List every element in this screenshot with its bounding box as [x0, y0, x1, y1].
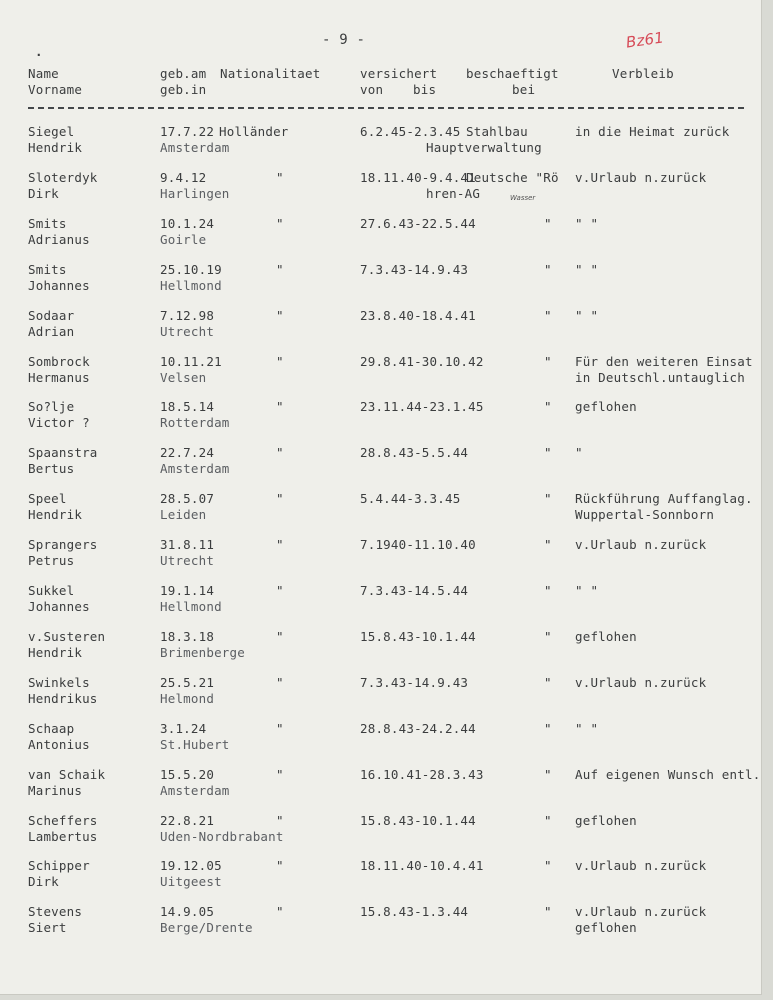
birthdate: 14.9.05 — [160, 904, 215, 920]
verbleib: v.Urlaub n.zurück — [575, 537, 707, 553]
birthdate: 19.1.14 — [160, 583, 215, 598]
employer: " — [544, 445, 552, 461]
header-verbleib: Verbleib — [612, 66, 674, 81]
insured-period: 29.8.41-30.10.42 — [360, 353, 484, 369]
header-name: Name — [28, 66, 59, 81]
handwritten-annotation: Wasser — [510, 194, 536, 202]
birthplace: Velsen — [160, 369, 207, 385]
birthdate: 9.4.12 — [160, 169, 207, 185]
birthplace: Uden-Nordbrabant — [160, 828, 284, 844]
verbleib-line2: Wuppertal-Sonnborn — [575, 507, 715, 523]
verbleib: Auf eigenen Wunsch entl. — [575, 766, 761, 782]
verbleib: geflohen — [575, 628, 637, 644]
nationality: " — [276, 399, 284, 415]
birthdate: 22.8.21 — [160, 812, 215, 828]
verbleib: Für den weiteren Einsat — [575, 353, 753, 369]
surname: Siegel — [28, 124, 75, 139]
nationality: " — [276, 491, 284, 507]
employer: " — [544, 399, 552, 415]
firstname: Hendrik — [28, 644, 83, 660]
employer: " — [544, 812, 552, 828]
firstname: Antonius — [28, 736, 90, 752]
nationality: " — [276, 169, 284, 185]
employer-line2: Hauptverwaltung — [426, 140, 542, 155]
birthplace: Brimenberge — [160, 644, 245, 660]
employer: " — [544, 491, 552, 507]
verbleib-line2: in Deutschl.untauglich — [575, 369, 745, 385]
birthdate: 28.5.07 — [160, 491, 215, 507]
header-beschaeftigt: beschaeftigt — [466, 66, 559, 81]
surname: Sprangers — [28, 537, 98, 553]
birthplace: Helmond — [160, 690, 215, 706]
nationality: " — [276, 628, 284, 644]
firstname: Hermanus — [28, 369, 90, 385]
firstname: Adrianus — [28, 231, 90, 247]
verbleib: " " — [575, 261, 599, 277]
surname: So?lje — [28, 399, 75, 415]
birthplace: Leiden — [160, 507, 207, 523]
verbleib: geflohen — [575, 399, 637, 415]
surname: van Schaik — [28, 766, 106, 782]
surname: Stevens — [28, 904, 83, 920]
nationality: " — [276, 812, 284, 828]
nationality: " — [276, 720, 284, 736]
nationality: Holländer — [219, 124, 289, 139]
surname: Smits — [28, 261, 67, 277]
nationality: " — [276, 537, 284, 553]
employer: " — [544, 261, 552, 277]
firstname: Dirk — [28, 185, 59, 201]
insured-period: 23.11.44-23.1.45 — [360, 399, 484, 415]
insured-period: 5.4.44-3.3.45 — [360, 491, 461, 507]
surname: Schipper — [28, 858, 90, 874]
insured-period: 7.3.43-14.9.43 — [360, 674, 469, 690]
insured-period: 28.8.43-24.2.44 — [360, 720, 476, 736]
birthplace: Harlingen — [160, 185, 230, 201]
nationality: " — [276, 674, 284, 690]
firstname: Lambertus — [28, 828, 98, 844]
firstname: Siert — [28, 920, 67, 936]
birthdate: 18.3.18 — [160, 628, 215, 644]
employer: " — [544, 215, 552, 231]
verbleib: Rückführung Auffanglag. — [575, 491, 753, 507]
insured-period: 7.1940-11.10.40 — [360, 537, 476, 553]
employer: " — [544, 353, 552, 369]
verbleib: geflohen — [575, 812, 637, 828]
employer: " — [544, 307, 552, 323]
nationality: " — [276, 307, 284, 323]
birthdate: 7.12.98 — [160, 307, 215, 323]
surname: Sodaar — [28, 307, 75, 323]
firstname: Bertus — [28, 461, 75, 477]
employer: " — [544, 904, 552, 920]
insured-period: 23.8.40-18.4.41 — [360, 307, 476, 323]
firstname: Hendrikus — [28, 690, 98, 706]
birthdate: 10.1.24 — [160, 215, 215, 231]
surname: Sukkel — [28, 583, 75, 598]
firstname: Johannes — [28, 277, 90, 293]
birthplace: Amsterdam — [160, 140, 230, 155]
birthdate: 10.11.21 — [160, 353, 222, 369]
surname: v.Susteren — [28, 628, 106, 644]
insured-period: 7.3.43-14.9.43 — [360, 261, 469, 277]
red-stamp: Bz61 — [624, 28, 666, 52]
firstname: Marinus — [28, 782, 83, 798]
firstname: Hendrik — [28, 507, 83, 523]
nationality: " — [276, 583, 284, 598]
employer: " — [544, 583, 552, 598]
birthplace: Utrecht — [160, 553, 215, 569]
header-von: von — [360, 82, 384, 97]
nationality: " — [276, 858, 284, 874]
surname: Spaanstra — [28, 445, 98, 461]
employer: " — [544, 720, 552, 736]
firstname: Adrian — [28, 323, 75, 339]
nationality: " — [276, 766, 284, 782]
firstname: Victor ? — [28, 415, 90, 431]
birthplace: Hellmond — [160, 277, 222, 293]
employer: Deutsche "Rö — [466, 169, 559, 185]
birthplace: Goirle — [160, 231, 207, 247]
nationality: " — [276, 445, 284, 461]
surname: Speel — [28, 491, 67, 507]
page-number: - 9 - — [322, 32, 366, 48]
header-versichert: versichert — [360, 66, 438, 81]
insured-period: 18.11.40-9.4.41 — [360, 169, 476, 185]
page-marker: . — [35, 44, 43, 59]
verbleib-line2: geflohen — [575, 920, 637, 936]
verbleib: " " — [575, 583, 599, 598]
insured-period: 18.11.40-10.4.41 — [360, 858, 484, 874]
birthplace: Amsterdam — [160, 782, 230, 798]
verbleib: " " — [575, 307, 599, 323]
insured-period: 15.8.43-1.3.44 — [360, 904, 469, 920]
header-divider — [28, 107, 744, 109]
header-nationalitaet: Nationalitaet — [220, 66, 321, 81]
firstname: Dirk — [28, 874, 59, 890]
verbleib: in die Heimat zurück — [575, 124, 730, 139]
surname: Schaap — [28, 720, 75, 736]
header-geb-in: geb.in — [160, 82, 207, 97]
birthdate: 3.1.24 — [160, 720, 207, 736]
header-bis: bis — [413, 82, 437, 97]
insured-period: 27.6.43-22.5.44 — [360, 215, 476, 231]
verbleib: v.Urlaub n.zurück — [575, 904, 707, 920]
birthplace: St.Hubert — [160, 736, 230, 752]
birthplace: Amsterdam — [160, 461, 230, 477]
employer: " — [544, 674, 552, 690]
insured-period: 16.10.41-28.3.43 — [360, 766, 484, 782]
birthdate: 17.7.22 — [160, 124, 215, 139]
birthdate: 22.7.24 — [160, 445, 215, 461]
employer: " — [544, 537, 552, 553]
birthdate: 31.8.11 — [160, 537, 215, 553]
header-vorname: Vorname — [28, 82, 83, 97]
insured-period: 7.3.43-14.5.44 — [360, 583, 469, 598]
verbleib: v.Urlaub n.zurück — [575, 674, 707, 690]
employer: " — [544, 766, 552, 782]
verbleib: " " — [575, 215, 599, 231]
verbleib: v.Urlaub n.zurück — [575, 169, 707, 185]
birthplace: Berge/Drente — [160, 920, 253, 936]
insured-period: 15.8.43-10.1.44 — [360, 628, 476, 644]
surname: Sombrock — [28, 353, 90, 369]
verbleib: " " — [575, 720, 599, 736]
firstname: Johannes — [28, 599, 90, 614]
birthplace: Uitgeest — [160, 874, 222, 890]
employer: " — [544, 858, 552, 874]
firstname: Petrus — [28, 553, 75, 569]
surname: Swinkels — [28, 674, 90, 690]
birthdate: 18.5.14 — [160, 399, 215, 415]
employer: Stahlbau — [466, 124, 528, 139]
nationality: " — [276, 215, 284, 231]
employer-line2: hren-AG — [426, 185, 481, 201]
header-geb-am: geb.am — [160, 66, 207, 81]
firstname: Hendrik — [28, 140, 83, 155]
verbleib: v.Urlaub n.zurück — [575, 858, 707, 874]
insured-period: 6.2.45-2.3.45 — [360, 124, 461, 139]
nationality: " — [276, 904, 284, 920]
employer: " — [544, 628, 552, 644]
birthdate: 19.12.05 — [160, 858, 222, 874]
birthplace: Utrecht — [160, 323, 215, 339]
insured-period: 28.8.43-5.5.44 — [360, 445, 469, 461]
surname: Sloterdyk — [28, 169, 98, 185]
birthdate: 15.5.20 — [160, 766, 215, 782]
verbleib: " — [575, 445, 583, 461]
birthdate: 25.5.21 — [160, 674, 215, 690]
insured-period: 15.8.43-10.1.44 — [360, 812, 476, 828]
surname: Smits — [28, 215, 67, 231]
surname: Scheffers — [28, 812, 98, 828]
nationality: " — [276, 353, 284, 369]
birthplace: Hellmond — [160, 599, 222, 614]
birthdate: 25.10.19 — [160, 261, 222, 277]
nationality: " — [276, 261, 284, 277]
header-bei: bei — [512, 82, 536, 97]
birthplace: Rotterdam — [160, 415, 230, 431]
